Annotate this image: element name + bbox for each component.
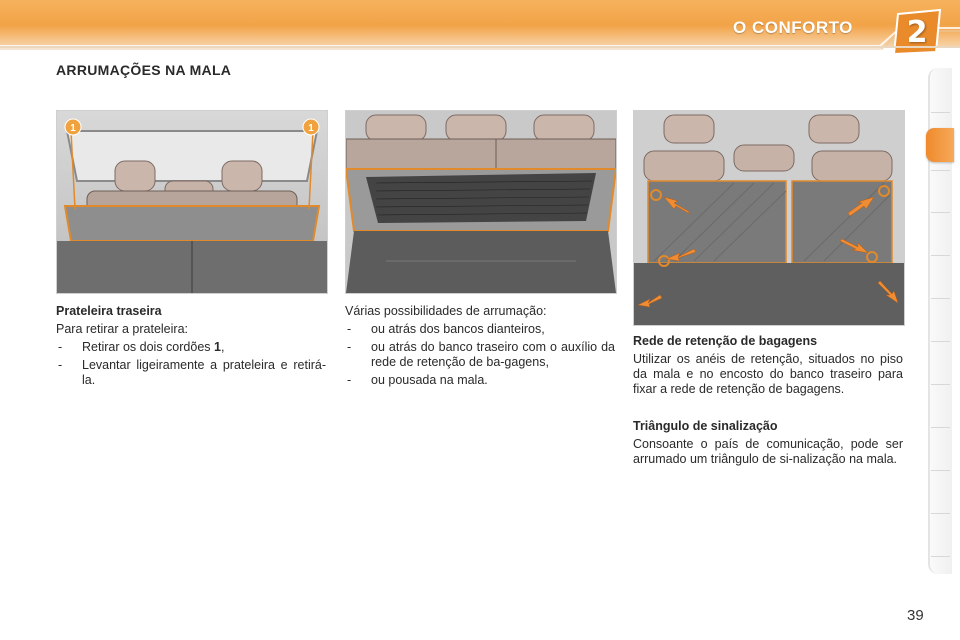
list-dash: - bbox=[58, 340, 63, 354]
list-item-text: ou atrás dos bancos dianteiros, bbox=[371, 322, 545, 336]
list-item-text: Retirar os dois cordões bbox=[82, 340, 215, 354]
luggage-net-body: Utilizar os anéis de retenção, situados no piso da mala e no encosto do banco traseiro para fixar a rede de retenção de bagagens. bbox=[633, 352, 903, 396]
chapter-tab-active[interactable] bbox=[926, 128, 954, 162]
rear-shelf-text bbox=[56, 304, 326, 388]
page-number: 39 bbox=[907, 607, 924, 624]
list-dash: - bbox=[347, 373, 352, 387]
chapter-tab[interactable] bbox=[931, 298, 950, 299]
list-dash: - bbox=[58, 358, 63, 372]
list-item bbox=[345, 322, 615, 337]
header-divider bbox=[0, 46, 960, 48]
chapter-tab[interactable] bbox=[931, 112, 950, 113]
chapter-tab[interactable] bbox=[931, 470, 950, 471]
chapter-tab[interactable] bbox=[931, 513, 950, 514]
callout-1: 1 bbox=[70, 123, 76, 134]
callout-reference: 1 bbox=[214, 340, 221, 354]
list-item bbox=[345, 373, 615, 388]
warning-triangle-heading: Triângulo de sinalização bbox=[633, 419, 778, 433]
list-item-text: ou atrás do banco traseiro com o auxílio da rede de retenção de ba-gagens, bbox=[371, 340, 615, 369]
list-item-suffix: , bbox=[220, 340, 225, 354]
storage-options-text bbox=[345, 304, 615, 388]
chapter-tab[interactable] bbox=[931, 170, 950, 171]
luggage-net-text bbox=[633, 334, 903, 467]
luggage-net-illustration bbox=[345, 110, 617, 294]
warning-triangle-body: Consoante o país de comunicação, pode ser arrumado um triângulo de si-nalização na mala. bbox=[633, 437, 903, 466]
chapter-tab[interactable] bbox=[931, 556, 950, 557]
chapter-tab[interactable] bbox=[931, 255, 950, 256]
rear-shelf-illustration bbox=[56, 110, 328, 294]
anchor-rings-illustration bbox=[633, 110, 905, 326]
section-title: ARRUMAÇÕES NA MALA bbox=[56, 62, 232, 78]
storage-intro: Várias possibilidades de arrumação: bbox=[345, 304, 547, 318]
chapter-tab[interactable] bbox=[931, 212, 950, 213]
rear-shelf-intro: Para retirar a prateleira: bbox=[56, 322, 189, 336]
chapter-title: O CONFORTO bbox=[733, 18, 853, 37]
list-dash: - bbox=[347, 322, 352, 336]
rear-shelf-heading: Prateleira traseira bbox=[56, 304, 162, 318]
callout-1: 1 bbox=[308, 123, 314, 134]
list-item-text: Levantar ligeiramente a prateleira e retirá-la. bbox=[82, 358, 326, 387]
chapter-tab[interactable] bbox=[931, 427, 950, 428]
list-item bbox=[56, 340, 326, 355]
chapter-tab[interactable] bbox=[931, 341, 950, 342]
chapter-number-badge: 2 bbox=[906, 14, 928, 50]
list-item bbox=[345, 340, 615, 370]
chapter-tab[interactable] bbox=[931, 384, 950, 385]
luggage-net-heading: Rede de retenção de bagagens bbox=[633, 334, 818, 348]
list-dash: - bbox=[347, 340, 352, 354]
list-item-text: ou pousada na mala. bbox=[371, 373, 488, 387]
list-item bbox=[56, 358, 326, 388]
